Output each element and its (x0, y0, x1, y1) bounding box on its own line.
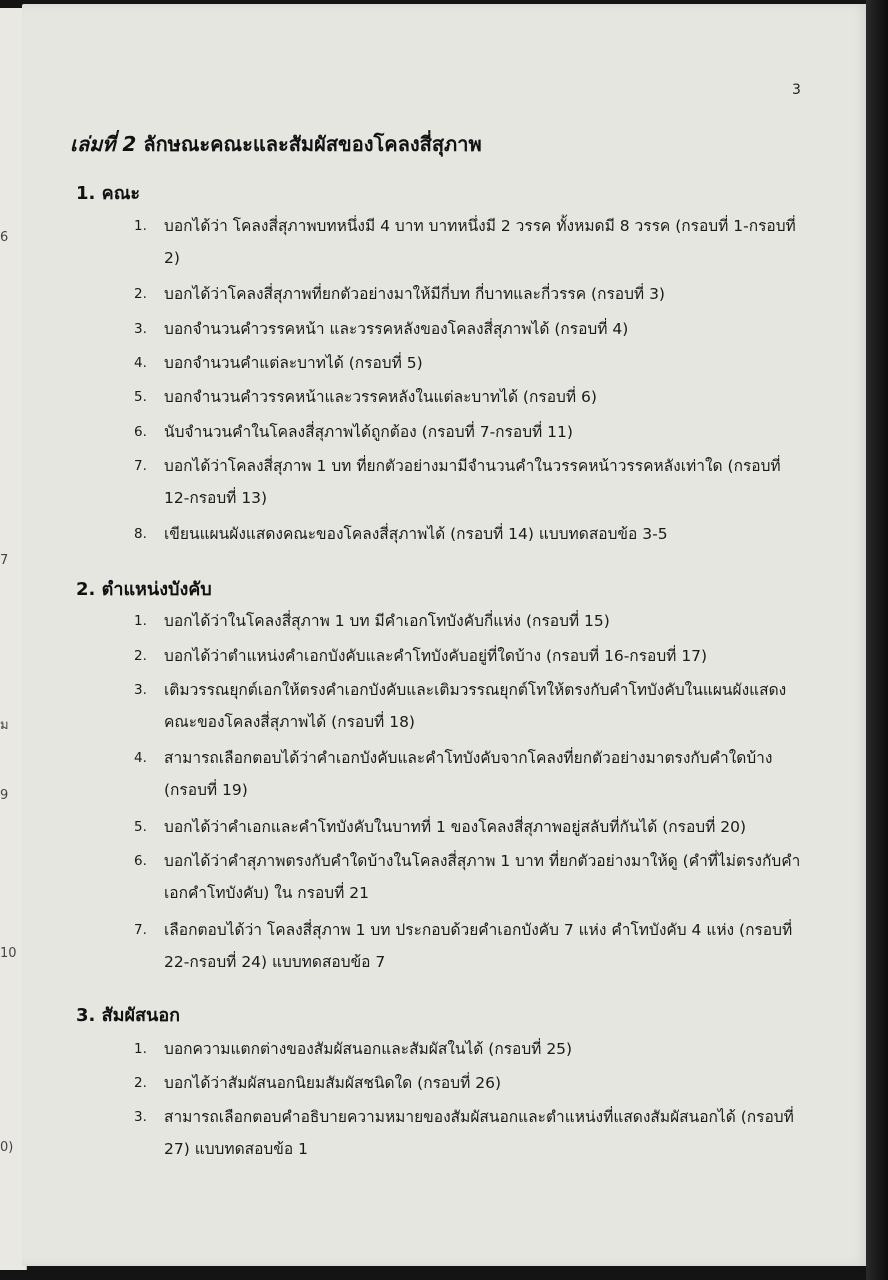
margin-number: 9 (0, 788, 9, 803)
item-number: 3. (134, 321, 147, 337)
item-number: 1. (134, 1041, 147, 1057)
margin-number: 10 (0, 946, 17, 961)
item-text: นับจำนวนคำในโคลงสี่สุภาพได้ถูกต้อง (กรอบที่ 7-กรอบที่ 11) (164, 423, 573, 441)
list-item (134, 914, 806, 978)
item-number: 5. (134, 389, 147, 405)
item-text: เลือกตอบได้ว่า โคลงสี่สุภาพ 1 บท ประกอบด้วยคำเอกบังคับ 7 แห่ง คำโทบังคับ 4 แห่ง (กรอบที่ 22-กรอบที่ 24) แบบทดสอบข้อ 7 (164, 921, 793, 971)
list-item (134, 518, 806, 550)
item-text: เติมวรรณยุกต์เอกให้ตรงคำเอกบังคับและเติมวรรณยุกต์โทให้ตรงกับคำโทบังคับในแผนผังแสดงคณะของโคลงสี่สุภาพได้ (กรอบที่ 18) (164, 681, 787, 731)
item-text: บอกจำนวนคำแต่ละบาทได้ (กรอบที่ 5) (164, 354, 423, 372)
item-text: เขียนแผนผังแสดงคณะของโคลงสี่สุภาพได้ (กรอบที่ 14) แบบทดสอบข้อ 3-5 (164, 525, 668, 543)
item-text: บอกได้ว่าโคลงสี่สุภาพที่ยกตัวอย่างมาให้มีกี่บท กี่บาทและกี่วรรค (กรอบที่ 3) (164, 285, 665, 303)
list-item (134, 742, 806, 806)
item-number: 1. (134, 613, 147, 629)
item-number: 6. (134, 424, 147, 440)
section-heading (76, 1000, 180, 1029)
list-item (134, 845, 806, 909)
list-item (134, 381, 806, 413)
item-text: บอกได้ว่าสัมผัสนอกนิยมสัมผัสชนิดใด (กรอบที่ 26) (164, 1074, 501, 1092)
item-number: 6. (134, 853, 147, 869)
list-item (134, 674, 806, 738)
item-text: บอกได้ว่าตำแหน่งคำเอกบังคับและคำโทบังคับอยู่ที่ใดบ้าง (กรอบที่ 16-กรอบที่ 17) (164, 647, 708, 665)
item-number: 7. (134, 922, 147, 938)
section-title: ตำแหน่งบังคับ (101, 579, 212, 600)
item-text: บอกจำนวนคำวรรคหน้าและวรรคหลังในแต่ละบาทได้ (กรอบที่ 6) (164, 388, 597, 406)
list-item (134, 450, 806, 514)
item-text: บอกได้ว่าในโคลงสี่สุภาพ 1 บท มีคำเอกโทบังคับกี่แห่ง (กรอบที่ 15) (164, 612, 610, 630)
title-text: ลักษณะคณะและสัมผัสของโคลงสี่สุภาพ (143, 132, 482, 156)
list-item (134, 278, 806, 310)
section-number: 2. (76, 579, 96, 600)
item-number: 8. (134, 526, 147, 542)
page-number: 3 (792, 82, 801, 98)
item-text: บอกได้ว่าคำเอกและคำโทบังคับในบาทที่ 1 ของโคลงสี่สุภาพอยู่สลับที่กันได้ (กรอบที่ 20) (164, 818, 747, 836)
item-number: 2. (134, 286, 147, 302)
section-title: สัมผัสนอก (101, 1005, 181, 1026)
list-item (134, 605, 806, 637)
item-text: บอกได้ว่าโคลงสี่สุภาพ 1 บท ที่ยกตัวอย่างมามีจำนวนคำในวรรคหน้าวรรคหลังเท่าใด (กรอบที่ 12-กรอบที่ 13) (164, 457, 781, 507)
section-number: 3. (76, 1005, 96, 1026)
item-number: 4. (134, 355, 147, 371)
list-item (134, 416, 806, 448)
list-item (134, 210, 806, 274)
item-text: สามารถเลือกตอบได้ว่าคำเอกบังคับและคำโทบังคับจากโคลงที่ยกตัวอย่างมาตรงกับคำใดบ้าง (กรอบที่ 19) (164, 749, 773, 799)
list-item (134, 313, 806, 345)
section-heading (76, 178, 140, 207)
item-text: บอกได้ว่า โคลงสี่สุภาพบทหนึ่งมี 4 บาท บาทหนึ่งมี 2 วรรค ทั้งหมดมี 8 วรรค (กรอบที่ 1-กรอบที่ 2) (164, 217, 796, 267)
section-title: คณะ (101, 183, 141, 204)
item-text: บอกความแตกต่างของสัมผัสนอกและสัมผัสในได้ (กรอบที่ 25) (164, 1040, 573, 1058)
book-edge (866, 0, 888, 1280)
margin-number: 0) (0, 1140, 14, 1155)
item-number: 2. (134, 648, 147, 664)
item-text: สามารถเลือกตอบคำอธิบายความหมายของสัมผัสนอกและตำแหน่งที่แสดงสัมผัสนอกได้ (กรอบที่ 27) แบบทดสอบข้อ 1 (164, 1108, 794, 1158)
list-item (134, 640, 806, 672)
item-number: 1. (134, 218, 147, 234)
list-item (134, 811, 806, 843)
item-number: 4. (134, 750, 147, 766)
item-number: 3. (134, 1109, 147, 1125)
list-item (134, 1067, 806, 1099)
margin-number: 6 (0, 230, 9, 245)
margin-number: 7 (0, 553, 9, 568)
item-text: บอกจำนวนคำวรรคหน้า และวรรคหลังของโคลงสี่สุภาพได้ (กรอบที่ 4) (164, 320, 629, 338)
item-number: 3. (134, 682, 147, 698)
list-item (134, 1101, 806, 1165)
title-volume: เล่มที่ 2 (70, 132, 137, 156)
section-number: 1. (76, 183, 96, 204)
page-title (70, 128, 482, 160)
item-number: 2. (134, 1075, 147, 1091)
item-text: บอกได้ว่าคำสุภาพตรงกับคำใดบ้างในโคลงสี่สุภาพ 1 บาท ที่ยกตัวอย่างมาให้ดู (คำที่ไม่ตรงกับคำเอกคำโทบังคับ) ใน กรอบที่ 21 (164, 852, 801, 902)
list-item (134, 1033, 806, 1065)
margin-number: ม (0, 718, 9, 733)
item-number: 5. (134, 819, 147, 835)
list-item (134, 347, 806, 379)
item-number: 7. (134, 458, 147, 474)
section-heading (76, 574, 212, 603)
